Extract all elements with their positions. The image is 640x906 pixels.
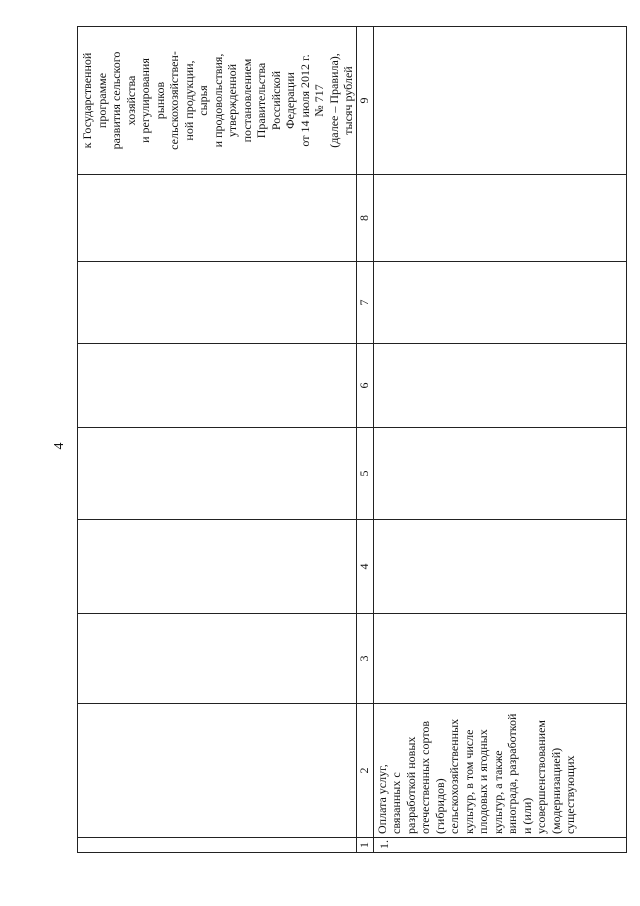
table-cell	[373, 428, 627, 520]
table-cell	[373, 27, 627, 175]
column-number: 5	[356, 428, 373, 520]
table-row	[373, 27, 627, 853]
row-description: Оплата услуг, связанных с разработкой новых отечественных сортов (гибридов) сельскохозяйственных культур, в том числе плодовых и ягодных культур, а также винограда, разработкой и (или) усовершенствованием (модернизацией) существующих	[373, 704, 627, 838]
column-number: 3	[356, 614, 373, 704]
table-cell	[373, 175, 627, 262]
table-cell	[373, 614, 627, 704]
table-header-row	[78, 27, 357, 853]
column-number: 4	[356, 520, 373, 614]
column-number: 6	[356, 344, 373, 428]
column-number: 7	[356, 262, 373, 344]
table-cell	[373, 262, 627, 344]
page-number: 4	[52, 442, 67, 450]
header-cell-3	[78, 614, 357, 704]
rotated-table-sheet	[77, 27, 627, 853]
header-cell-4	[78, 520, 357, 614]
table-cell	[373, 520, 627, 614]
column-number: 1	[356, 838, 373, 853]
header-cell-8	[78, 175, 357, 262]
row-index: 1.	[373, 838, 627, 853]
header-cell-7	[78, 262, 357, 344]
column-number: 8	[356, 175, 373, 262]
subsidy-table	[77, 26, 627, 853]
column-number: 2	[356, 704, 373, 838]
header-cell-2	[78, 704, 357, 838]
table-cell	[373, 344, 627, 428]
header-cell-6	[78, 344, 357, 428]
column-number: 9	[356, 27, 373, 175]
header-cell-9: к Государственной программе развития сельского хозяйства и регулирования рынков сельскохозяйствен- ной продукции, сырья и продовольствия, утвержденной постановлением Правительства Российской Федерации от 14 июля 2012 г. № 717 (далее – Правила), тысяч рублей	[78, 27, 357, 175]
column-number-row	[356, 27, 373, 853]
header-cell-5	[78, 428, 357, 520]
header-cell-1	[78, 838, 357, 853]
